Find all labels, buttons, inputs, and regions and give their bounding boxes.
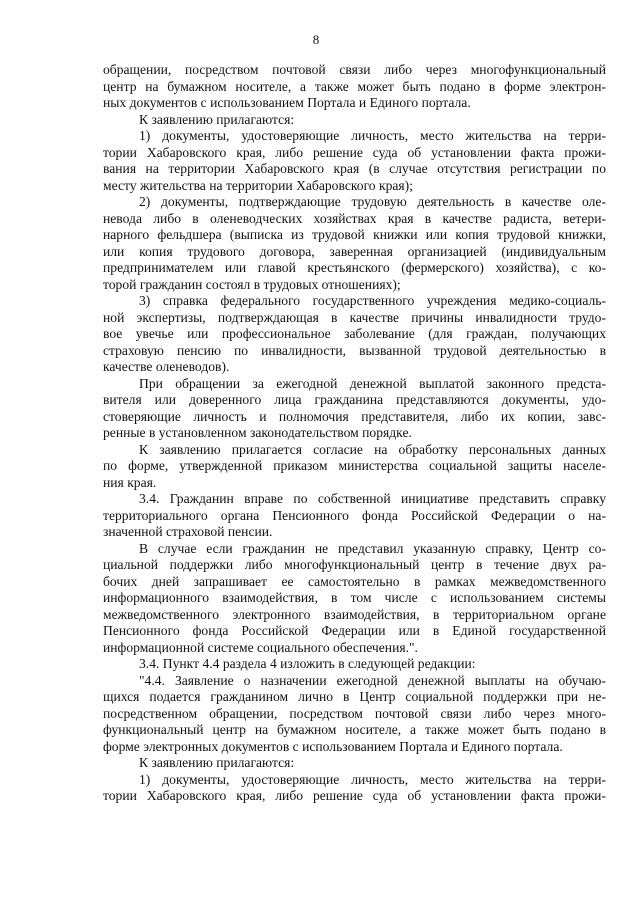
text-line: информационного взаимодействия, в том числе с использованием системы: [103, 590, 606, 605]
text-line: вителя или доверенного лица гражданина представляются документы, удо-: [103, 392, 606, 407]
text-line: посредственном обращении, посредством почтовой связи либо через много-: [103, 705, 606, 721]
text-line: Пенсионного фонда Российской Федерации или в Единой государственной: [103, 623, 606, 638]
text-line: по форме, утвержденной приказом министерства социальной защиты населе-: [103, 458, 606, 473]
text-line: вания на территории Хабаровского края (в случае отсутствия регистрации по: [103, 161, 606, 176]
text-line: ной экспертизы, подтверждающая в качестве причины инвалидности трудо-: [103, 309, 606, 325]
text-line: информационной системе социального обеспечения.".: [103, 639, 418, 655]
text-line: 1) документы, удостоверяющие личность, место жительства на терри-: [139, 771, 606, 787]
text-line: центр на бумажном носителе, а также может быть подано в форме электрон-: [103, 78, 606, 94]
text-line: К заявлению прилагаются:: [139, 111, 295, 127]
text-line: предпринимателем или главой крестьянского (фермерского) хозяйства), с ко-: [103, 260, 606, 275]
text-line: бочих дней запрашивает ее самостоятельно в рамках межведомственного: [103, 573, 606, 589]
text-line: месту жительства на территории Хабаровского края);: [103, 177, 413, 193]
text-line: форме электронных документов с использованием Портала и Единого портала.: [103, 738, 563, 754]
text-line: качестве оленеводов).: [103, 359, 230, 374]
text-line: торой гражданин состоял в трудовых отношениях);: [103, 276, 401, 292]
text-line: 2) документы, подтверждающие трудовую деятельность в качестве оле-: [139, 194, 606, 209]
text-line: В случае если гражданин не представил указанную справку, Центр со-: [139, 540, 606, 556]
text-line: стоверяющие личность и полномочия представителя, либо их копии, завс-: [103, 408, 606, 424]
text-line: территориального органа Пенсионного фонда Российской Федерации о на-: [103, 507, 606, 523]
text-line: 3.4. Гражданин вправе по собственной инициативе представить справку: [139, 491, 606, 506]
text-line: К заявлению прилагаются:: [139, 755, 295, 770]
text-line: невода либо в оленеводческих хозяйствах края в качестве радиста, ветери-: [103, 210, 606, 226]
text-line: значенной страховой пенсии.: [103, 524, 273, 539]
text-line: тории Хабаровского края, либо решение суда об установлении факта прожи-: [103, 144, 606, 160]
text-line: страховую пенсию по инвалидности, вызванной трудовой деятельностью в: [103, 342, 606, 358]
text-line: 3.4. Пункт 4.4 раздела 4 изложить в следующей редакции:: [139, 656, 476, 671]
text-line: К заявлению прилагается согласие на обработку персональных данных: [139, 441, 606, 457]
text-line: ния края.: [103, 474, 157, 490]
text-line: При обращении за ежегодной денежной выплатой законного предста-: [139, 375, 606, 391]
text-line: 3) справка федерального государственного учреждения медико-социаль-: [139, 293, 606, 308]
text-line: ренные в установленном законодательством порядке.: [103, 425, 412, 440]
text-line: "4.4. Заявление о назначении ежегодной денежной выплаты на обучаю-: [139, 672, 606, 688]
text-line: тории Хабаровского края, либо решение суда об установлении факта прожи-: [103, 788, 606, 803]
text-line: 1) документы, удостоверяющие личность, место жительства на терри-: [139, 128, 606, 143]
text-line: обращении, посредством почтовой связи либо через многофункциональный: [103, 62, 606, 77]
text-line: вое увечье или профессиональное заболевание (для граждан, получающих: [103, 326, 606, 341]
text-line: межведомственного электронного взаимодействия, в территориальном органе: [103, 606, 606, 622]
page-number: 8: [312, 32, 320, 47]
text-line: нарного фельдшера (выписка из трудовой книжки или копия трудовой книжки,: [103, 227, 606, 242]
text-line: ных документов с использованием Портала и Единого портала.: [103, 95, 471, 110]
text-line: или копия трудового договора, заверенная организацией (индивидуальным: [103, 243, 606, 259]
document-body: [103, 62, 606, 805]
text-line: щихся подается гражданином лично в Центр социальной поддержки при не-: [103, 689, 606, 704]
text-line: функциональный центр на бумажном носителе, а также может быть подано в: [103, 722, 606, 737]
text-line: циальной поддержки либо многофункциональный центр в течение двух ра-: [103, 557, 606, 572]
